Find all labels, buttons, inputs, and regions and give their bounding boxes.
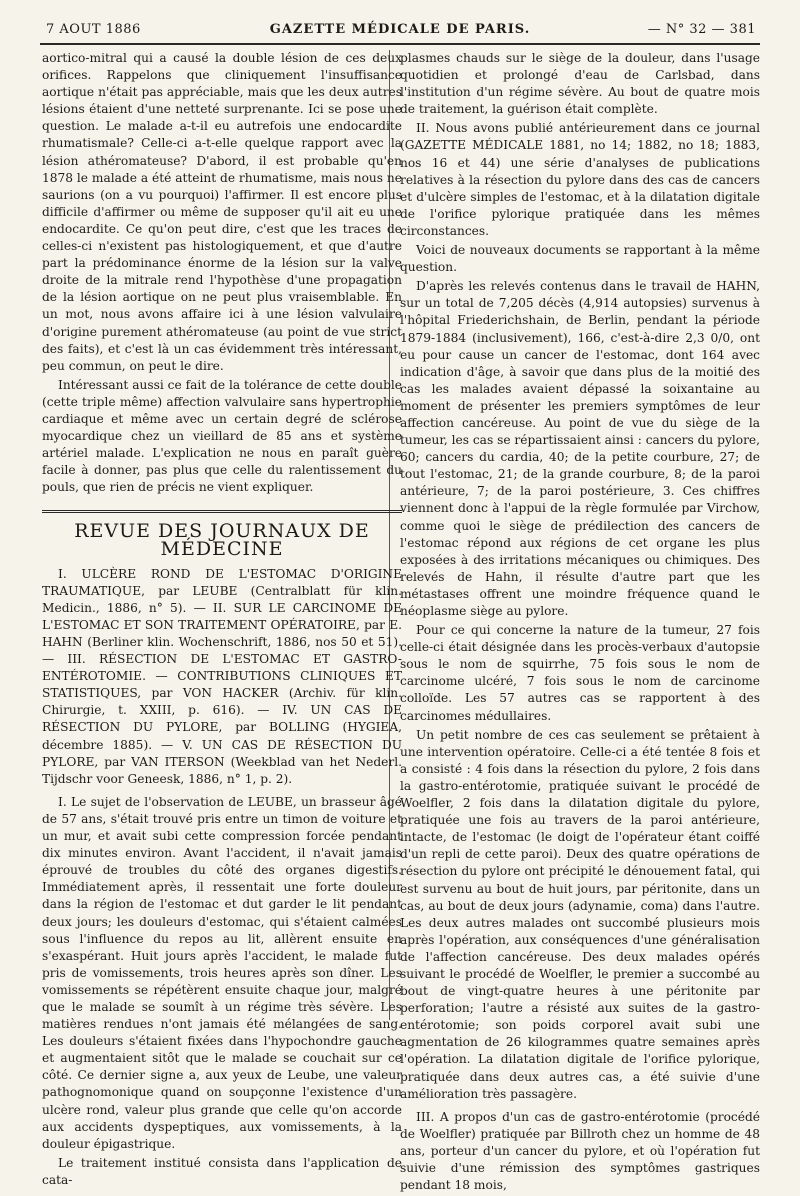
journal-title: GAZETTE MÉDICALE DE PARIS. [269, 22, 531, 37]
paragraph: I. Le sujet de l'observation de LEUBE, un brasseur âgé de 57 ans, s'était trouvé pris entre un timon de voiture et un mur, et avait subi cette compression forcée pendant dix minutes environ. Avant l'accident, il n'avait jamais éprouvé de troubles du côté des organes digestifs. Immédiatement après, il ressentait une forte douleur dans la région de l'estomac et dut garder le lit pendant deux jours; les douleurs d'estomac, qui s'étaient calmées sous l'influence du repos au lit, allèrent ensuite en s'exaspérant. Huit jours après l'accident, le malade fut pris de vomissements, trois heures après son dîner. Les vomissements se répétèrent ensuite chaque jour, malgré que le malade se soumît à un régime très sévère. Les matières rendues n'ont jamais été mélangées de sang. Les douleurs s'étaient fixées dans l'hypochondre gauche et augmentaient sitôt que le malade se couchait sur ce côté. Ce dernier signe a, aux yeux de Leube, une valeur pathognomonique quand on soupçonne l'existence d'un ulcère rond, valeur plus grande que celle qu'on accorde aux accidents dyspeptiques, aux vomissements, à la douleur épigastrique. [42, 794, 402, 1151]
paragraph: plasmes chauds sur le siège de la douleur, dans l'usage quotidien et prolongé d'eau de Carlsbad, dans l'institution d'un régime sévère. Au bout de quatre mois de traitement, la guérison était complète. [400, 51, 760, 117]
paragraph: Pour ce qui concerne la nature de la tumeur, 27 fois celle-ci était désignée dans les procès-verbaux d'autopsie sous le nom de squirrhe, 75 fois sous le nom de carcinome ulcéré, 7 fois sous le nom de carcinome colloïde. Les 57 autres cas se rapportent à des carcinomes médullaires. [400, 623, 760, 723]
issue-date: 7 AOUT 1886 [46, 22, 141, 37]
paragraph: Le traitement institué consista dans l'application de cata- [42, 1155, 402, 1187]
paragraph: III. A propos d'un cas de gastro-entérotomie (procédé de Woelfler) pratiquée par Billroth chez un homme de 48 ans, porteur d'un cancer du pylore, et où l'opération fut suivie d'une rémission des symptômes gastriques pendant 18 mois, [400, 1109, 760, 1193]
paragraph: Intéressant aussi ce fait de la tolérance de cette double (cette triple même) affection valvulaire sans hypertrophie cardiaque et même avec un certain degré de sclérose myocardique chez un vieillard de 85 ans et système artériel malade. L'explication ne nous en paraît guère facile à donner, pas plus que celle du ralentissement du pouls, que rien de précis ne vient expliquer. [42, 377, 402, 495]
articles-summary: I. ULCÈRE ROND DE L'ESTOMAC D'ORIGINE TRAUMATIQUE, par LEUBE (Centralblatt für klin. Medicin., 1886, n° 5). — II. SUR LE CARCINOME DE L'ESTOMAC ET SON TRAITEMENT OPÉRATOIRE, par E. HAHN (Berliner klin. Wochenschrift, 1886, nos 50 et 51). — III. RÉSECTION DE L'ESTOMAC ET GASTRO-ENTÉROTOMIE. — CONTRIBUTIONS CLINIQUES ET STATISTIQUES, par VON HACKER (Archiv. für klin. Chirurgie, t. XXIII, p. 616). — IV. UN CAS DE RÉSECTION DU PYLORE, par BOLLING (HYGIEA, décembre 1885). — V. UN CAS DE RÉSECTION DU PYLORE, par VAN ITERSON (Weekblad van het Nederl. Tijdschr voor Geneesk, 1886, n° 1, p. 2). [42, 566, 402, 786]
paragraph: aortico-mitral qui a causé la double lésion de ces deux orifices. Rappelons que cliniquement l'insuffisance aortique n'était pas appréciable, mais que les deux autres lésions étaient d'une netteté surprenante. Ici se pose une question. Le malade a-t-il eu autrefois une endocardite rhumatismale? Celle-ci a-t-elle quelque rapport avec la lésion athéromateuse? D'abord, il est probable qu'en 1878 le malade a été atteint de rhumatisme, mais nous ne saurions (on a vu pourquoi) l'affirmer. Il est encore plus difficile d'affirmer ou même de supposer qu'il ait eu une endocardite. Ce qu'on peut dire, c'est que les traces de celles-ci n'existent pas histologiquement, et que d'autre part la prédominance énorme de la lésion sur la valve droite de la mitrale rend l'hypothèse d'une propagation de la lésion aortique on ne peut plus vraisemblable. En un mot, nous avons affaire ici à une lésion valvulaire d'origine purement athéromateuse (au point de vue strict des faits), et c'est là un cas évidemment très intéressant, peu commun, on peut le dire. [42, 51, 402, 373]
articles-list [42, 566, 402, 788]
paragraph: Voici de nouveaux documents se rapportant à la même question. [400, 243, 760, 275]
running-head [40, 22, 760, 42]
paragraph: D'après les relevés contenus dans le travail de HAHN, sur un total de 7,205 décès (4,914 autopsies) survenus à l'hôpital Friederichshain, de Berlin, pendant la période 1879-1884 (inclusivement), 166, c'est-à-dire 2,3 0/0, ont eu pour cause un cancer de l'estomac, dont 164 avec indication d'âge, à savoir que dans plus de la moitié des cas les malades avaient dépassé la soixantaine au moment de présenter les premiers symptômes de leur affection cancéreuse. Au point de vue du siège de la tumeur, les cas se répartissaient ainsi : cancers du pylore, 60; cancers du cardia, 40; de la petite courbure, 27; de tout l'estomac, 21; de la grande courbure, 8; de la paroi antérieure, 7; de la paroi postérieure, 3. Ces chiffres viennent donc à l'appui de la règle formulée par Virchow, comme quoi le siège de prédilection des cancers de l'estomac répond aux régions de cet organe les plus exposées à des irritations mécaniques ou chimiques. Des relevés de Hahn, il résulte d'autre part que les métastases offrent une moindre fréquence quand le néoplasme siège au pylore. [400, 279, 760, 618]
section-title: REVUE DES JOURNAUX DE MÉDECINE [74, 520, 370, 560]
section-rule [42, 510, 402, 513]
page-number: — N° 32 — 381 [647, 22, 756, 37]
right-column [400, 50, 760, 1196]
paragraph: Un petit nombre de ces cas seulement se prêtaient à une intervention opératoire. Celle-ci a été tentée 8 fois et a consisté : 4 fois dans la résection du pylore, 2 fois dans la gastro-entérotomie, pratiquée suivant le procédé de Woelfler, 2 fois dans la dilatation digitale du pylore, pratiquée une fois au travers de la paroi antérieure, intacte, de l'estomac (le doigt de l'opérateur étant coiffé d'un repli de cette paroi). Deux des quatre opérations de résection du pylore ont précipité le dénouement fatal, qui est survenu au bout de huit jours, par péritonite, dans un cas, au bout de deux jours (adynamie, coma) dans l'autre. Les deux autres malades ont succombé plusieurs mois après l'opération, aux conséquences d'une généralisation de l'affection cancéreuse. Des deux malades opérés suivant le procédé de Woelfler, le premier a succombé au bout de vingt-quatre heures à une péritonite par perforation; l'autre a résisté aux suites de la gastro-entérotomie; son poids corporel avait subi une agmentation de 26 kilogrammes quatre semaines après l'opération. La dilatation digitale de l'orifice pylorique, pratiquée dans deux autres cas, a été suivie d'une amélioration très passagère. [400, 727, 760, 1101]
left-column [42, 50, 402, 1191]
header-rule [40, 43, 760, 45]
paragraph: II. Nous avons publié antérieurement dans ce journal (GAZETTE MÉDICALE 1881, no 14; 1882, no 18; 1883, nos 16 et 44) une série d'analyses de publications relatives à la résection du pylore dans des cas de cancers et d'ulcère simples de l'estomac, et à la dilatation digitale de l'orifice pylorique pratiquée dans les mêmes circonstances. [400, 121, 760, 238]
